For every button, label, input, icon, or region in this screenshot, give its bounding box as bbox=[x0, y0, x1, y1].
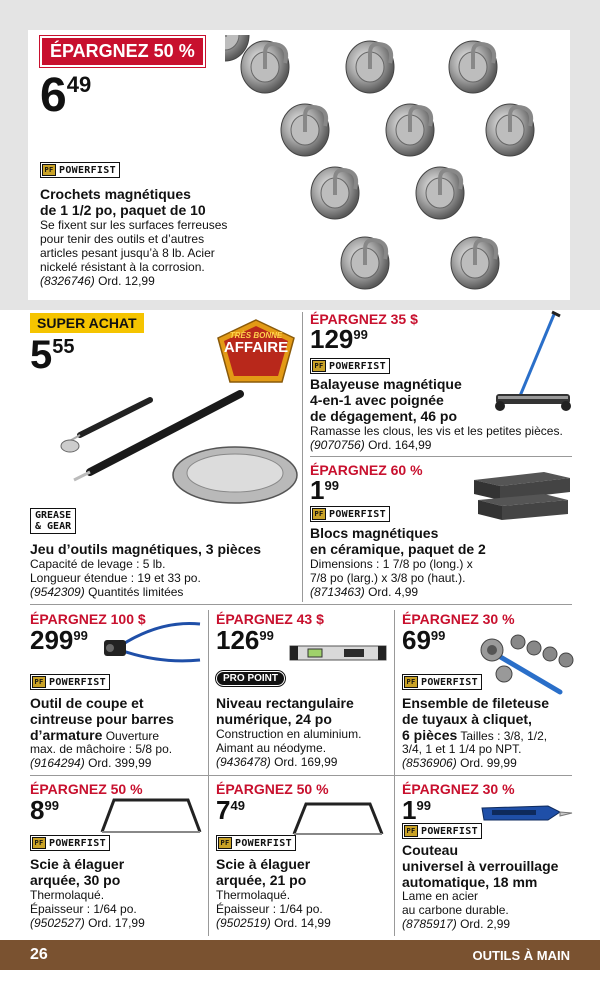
saw21-ord-price: Ord. 14,99 bbox=[274, 916, 331, 930]
toolset-description bbox=[30, 557, 201, 599]
magnetic-tools-image bbox=[60, 380, 300, 510]
sweeper-desc-line-1: Ramasse les clous, les vis et les petites pièces. bbox=[310, 424, 563, 438]
level-brand-logo bbox=[216, 671, 285, 686]
pipe-threader-image bbox=[470, 624, 574, 696]
hooks-price bbox=[40, 69, 92, 122]
hooks-brand-name: POWERFIST bbox=[59, 164, 116, 176]
toolset-price-cents: 55 bbox=[52, 336, 75, 358]
knife-description bbox=[402, 889, 510, 931]
sweeper-title-line-3: de dégagement, 46 po bbox=[310, 408, 458, 424]
saw30-price-cents: 99 bbox=[44, 798, 59, 813]
saw21-price-cents: 49 bbox=[230, 798, 245, 813]
saw21-desc-line-2: Épaisseur : 1/64 po. bbox=[216, 902, 323, 916]
saw30-price-dollars: 8 bbox=[30, 795, 45, 825]
knife-title bbox=[402, 842, 558, 890]
powerfist-icon: PF bbox=[404, 676, 418, 688]
saw21-sku: (9502519) bbox=[216, 916, 271, 930]
level-ord-price: Ord. 169,99 bbox=[274, 755, 338, 769]
threader-price-cents: 99 bbox=[430, 628, 446, 643]
hooks-price-dollars: 6 bbox=[40, 69, 67, 122]
grease-gear-logo bbox=[30, 508, 76, 534]
powerfist-icon: PF bbox=[32, 837, 46, 849]
level-price-dollars: 126 bbox=[216, 625, 260, 655]
cutter-ord-price: Ord. 399,99 bbox=[88, 756, 152, 770]
cutter-title bbox=[30, 695, 206, 744]
cutter-title-line-3: d’armature bbox=[30, 727, 103, 743]
knife-title-line-3: automatique, 18 mm bbox=[402, 874, 538, 890]
digital-level-image bbox=[288, 640, 388, 666]
toolset-super-text: SUPER ACHAT bbox=[37, 315, 137, 331]
level-title bbox=[216, 695, 354, 727]
utility-knife-image bbox=[478, 798, 574, 828]
divider-sweeper-blocks bbox=[310, 456, 572, 457]
hooks-desc-line-1: Se fixent sur les surfaces ferreuses bbox=[40, 218, 228, 232]
hooks-title-line-1: Crochets magnétiques bbox=[40, 186, 191, 202]
threader-description bbox=[402, 742, 521, 770]
threader-title-line-1: Ensemble de fileteuse bbox=[402, 695, 550, 711]
level-save: ÉPARGNEZ 43 $ bbox=[216, 611, 324, 627]
divider-row-3 bbox=[30, 775, 572, 776]
cutter-save: ÉPARGNEZ 100 $ bbox=[30, 611, 146, 627]
knife-desc-line-1: Lame en acier bbox=[402, 889, 479, 903]
rebar-cutter-image bbox=[100, 614, 204, 674]
toolset-desc-line-2: Longueur étendue : 19 et 33 po. bbox=[30, 571, 201, 585]
toolset-sku: (9542309) bbox=[30, 585, 85, 599]
saw21-brand-name: POWERFIST bbox=[235, 837, 292, 849]
sweeper-price-dollars: 129 bbox=[310, 324, 354, 354]
blocks-ord-price: Ord. 4,99 bbox=[368, 585, 419, 599]
blocks-save: ÉPARGNEZ 60 % bbox=[310, 462, 423, 478]
level-brand-name: PRO POINT bbox=[223, 673, 279, 684]
saw21-title-line-1: Scie à élaguer bbox=[216, 856, 311, 872]
hooks-price-cents: 49 bbox=[66, 72, 92, 97]
blocks-price-cents: 99 bbox=[324, 478, 339, 493]
threader-title bbox=[402, 695, 574, 744]
divider-col-1 bbox=[208, 610, 209, 936]
threader-price-dollars: 69 bbox=[402, 625, 431, 655]
threader-brand-name: POWERFIST bbox=[421, 676, 478, 688]
great-deal-line-1: TRÈS BONNE bbox=[229, 331, 283, 340]
knife-title-line-2: universel à verrouillage bbox=[402, 858, 559, 874]
saw30-sku: (9502527) bbox=[30, 916, 85, 930]
hooks-desc-line-3: articles pesant jusqu’à 8 lb. Acier bbox=[40, 246, 215, 260]
powerfist-icon: PF bbox=[42, 164, 56, 176]
saw21-title bbox=[216, 856, 310, 888]
powerfist-icon: PF bbox=[312, 360, 326, 372]
threader-sku: (8536906) bbox=[402, 756, 457, 770]
cutter-sku: (9164294) bbox=[30, 756, 85, 770]
saw21-title-line-2: arquée, 21 po bbox=[216, 872, 307, 888]
cutter-desc-line-1: max. de mâchoire : 5/8 po. bbox=[30, 742, 173, 756]
saw30-price bbox=[30, 797, 59, 823]
divider-row-2 bbox=[30, 604, 572, 605]
blocks-title-line-1: Blocs magnétiques bbox=[310, 525, 439, 541]
hooks-save-text: ÉPARGNEZ 50 % bbox=[50, 41, 195, 61]
threader-save: ÉPARGNEZ 30 % bbox=[402, 611, 515, 627]
great-deal-text bbox=[216, 331, 296, 355]
saw21-save: ÉPARGNEZ 50 % bbox=[216, 781, 329, 797]
hooks-title-line-2: de 1 1/2 po, paquet de 10 bbox=[40, 202, 206, 218]
hooks-save-badge bbox=[40, 36, 205, 67]
saw30-desc-line-2: Épaisseur : 1/64 po. bbox=[30, 902, 137, 916]
blocks-desc-line-1: Dimensions : 1 7/8 po (long.) x bbox=[310, 557, 473, 571]
knife-desc-line-2: au carbone durable. bbox=[402, 903, 509, 917]
sweeper-price bbox=[310, 326, 368, 352]
level-sku: (9436478) bbox=[216, 755, 271, 769]
saw21-description bbox=[216, 888, 331, 930]
page-number: 26 bbox=[30, 946, 48, 963]
cutter-description bbox=[30, 742, 172, 770]
level-title-line-2: numérique, 24 po bbox=[216, 711, 332, 727]
sweeper-title-line-2: 4-en-1 avec poignée bbox=[310, 392, 444, 408]
magnetic-sweeper-image bbox=[480, 310, 580, 420]
saw30-title-line-2: arquée, 30 po bbox=[30, 872, 121, 888]
hooks-title bbox=[40, 186, 206, 218]
bow-saw-30-image bbox=[94, 792, 206, 838]
hooks-desc-line-4: nickelé résistant à la corrosion. bbox=[40, 260, 205, 274]
section-title: OUTILS À MAIN bbox=[472, 948, 570, 963]
blocks-price-dollars: 1 bbox=[310, 475, 325, 505]
powerfist-icon: PF bbox=[404, 825, 418, 837]
hooks-brand-logo bbox=[40, 162, 120, 178]
hooks-ord-price: Ord. 12,99 bbox=[98, 274, 155, 288]
level-desc-line-2: Aimant au néodyme. bbox=[216, 741, 327, 755]
hooks-description bbox=[40, 218, 227, 288]
cutter-price-dollars: 299 bbox=[30, 625, 74, 655]
saw30-desc-line-1: Thermolaqué. bbox=[30, 888, 105, 902]
sweeper-title-line-1: Balayeuse magnétique bbox=[310, 376, 462, 392]
level-title-line-1: Niveau rectangulaire bbox=[216, 695, 354, 711]
saw30-title bbox=[30, 856, 124, 888]
blocks-title bbox=[310, 525, 486, 557]
sweeper-sku: (9070756) bbox=[310, 438, 365, 452]
hooks-sku: (8326746) bbox=[40, 274, 95, 288]
knife-ord-price: Ord. 2,99 bbox=[460, 917, 511, 931]
blocks-desc-line-2: 7/8 po (larg.) x 3/8 po (haut.). bbox=[310, 571, 466, 585]
threader-ord-price: Ord. 99,99 bbox=[460, 756, 517, 770]
blocks-brand-name: POWERFIST bbox=[329, 508, 386, 520]
toolset-title bbox=[30, 541, 261, 557]
toolset-super-badge bbox=[30, 313, 144, 333]
powerfist-icon: PF bbox=[218, 837, 232, 849]
knife-price-dollars: 1 bbox=[402, 795, 417, 825]
great-deal-line-2: AFFAIRE bbox=[223, 339, 289, 356]
toolset-limited-note: Quantités limitées bbox=[88, 585, 184, 599]
cutter-price-cents: 99 bbox=[73, 628, 88, 643]
cutter-title-line-1: Outil de coupe et bbox=[30, 695, 144, 711]
knife-price-cents: 99 bbox=[416, 798, 431, 813]
threader-title-line-3: 6 pièces bbox=[402, 727, 458, 743]
knife-title-line-1: Couteau bbox=[402, 842, 458, 858]
knife-price bbox=[402, 797, 431, 823]
toolset-desc-line-1: Capacité de levage : 5 lb. bbox=[30, 557, 166, 571]
divider-vertical-mid bbox=[302, 312, 303, 602]
blocks-description bbox=[310, 557, 473, 599]
threader-desc-line-1: 3/4, 1 et 1 1/4 po NPT. bbox=[402, 742, 522, 756]
grease-gear-line-1: GREASE bbox=[35, 510, 72, 521]
knife-sku: (8785917) bbox=[402, 917, 457, 931]
level-price bbox=[216, 627, 274, 653]
knife-save: ÉPARGNEZ 30 % bbox=[402, 781, 515, 797]
sweeper-description bbox=[310, 424, 563, 452]
cutter-title-line-2: cintreuse pour barres bbox=[30, 711, 174, 727]
toolset-price-dollars: 5 bbox=[30, 333, 53, 377]
blocks-brand-logo bbox=[310, 506, 390, 522]
toolset-price bbox=[30, 335, 75, 375]
saw30-brand-name: POWERFIST bbox=[49, 837, 106, 849]
divider-col-2 bbox=[394, 610, 395, 936]
hooks-desc-line-2: pour tenir des outils et d’autres bbox=[40, 232, 205, 246]
threader-desc-inline: Tailles : 3/8, 1/2, bbox=[457, 729, 548, 743]
cutter-brand-logo bbox=[30, 674, 110, 690]
knife-brand-logo bbox=[402, 823, 482, 839]
saw30-brand-logo bbox=[30, 835, 110, 851]
sweeper-title bbox=[310, 376, 462, 424]
sweeper-price-cents: 99 bbox=[353, 327, 368, 342]
blocks-price bbox=[310, 477, 339, 503]
saw21-price-dollars: 7 bbox=[216, 795, 231, 825]
cutter-brand-name: POWERFIST bbox=[49, 676, 106, 688]
sweeper-save: ÉPARGNEZ 35 $ bbox=[310, 311, 418, 327]
level-desc-line-1: Construction en aluminium. bbox=[216, 727, 362, 741]
threader-title-line-2: de tuyaux à cliquet, bbox=[402, 711, 532, 727]
toolset-title-line: Jeu d’outils magnétiques, 3 pièces bbox=[30, 541, 262, 557]
knife-brand-name: POWERFIST bbox=[421, 825, 478, 837]
magnetic-hooks-image bbox=[225, 35, 565, 295]
blocks-title-line-2: en céramique, paquet de 2 bbox=[310, 541, 486, 557]
powerfist-icon: PF bbox=[32, 676, 46, 688]
blocks-sku: (8713463) bbox=[310, 585, 365, 599]
saw21-desc-line-1: Thermolaqué. bbox=[216, 888, 291, 902]
sweeper-brand-logo bbox=[310, 358, 390, 374]
level-price-cents: 99 bbox=[259, 628, 274, 643]
cutter-desc-inline: Ouverture bbox=[102, 729, 160, 743]
grease-gear-line-2: & GEAR bbox=[35, 521, 72, 532]
level-description bbox=[216, 727, 361, 769]
saw30-description bbox=[30, 888, 145, 930]
page-footer bbox=[0, 940, 600, 970]
threader-brand-logo bbox=[402, 674, 482, 690]
sweeper-brand-name: POWERFIST bbox=[329, 360, 386, 372]
saw21-brand-logo bbox=[216, 835, 296, 851]
saw30-ord-price: Ord. 17,99 bbox=[88, 916, 145, 930]
saw21-price bbox=[216, 797, 245, 823]
threader-price bbox=[402, 627, 445, 653]
saw30-save: ÉPARGNEZ 50 % bbox=[30, 781, 143, 797]
ceramic-blocks-image bbox=[470, 466, 574, 526]
powerfist-icon: PF bbox=[312, 508, 326, 520]
bow-saw-21-image bbox=[284, 794, 388, 840]
saw30-title-line-1: Scie à élaguer bbox=[30, 856, 125, 872]
cutter-price bbox=[30, 627, 88, 653]
sweeper-ord-price: Ord. 164,99 bbox=[368, 438, 432, 452]
